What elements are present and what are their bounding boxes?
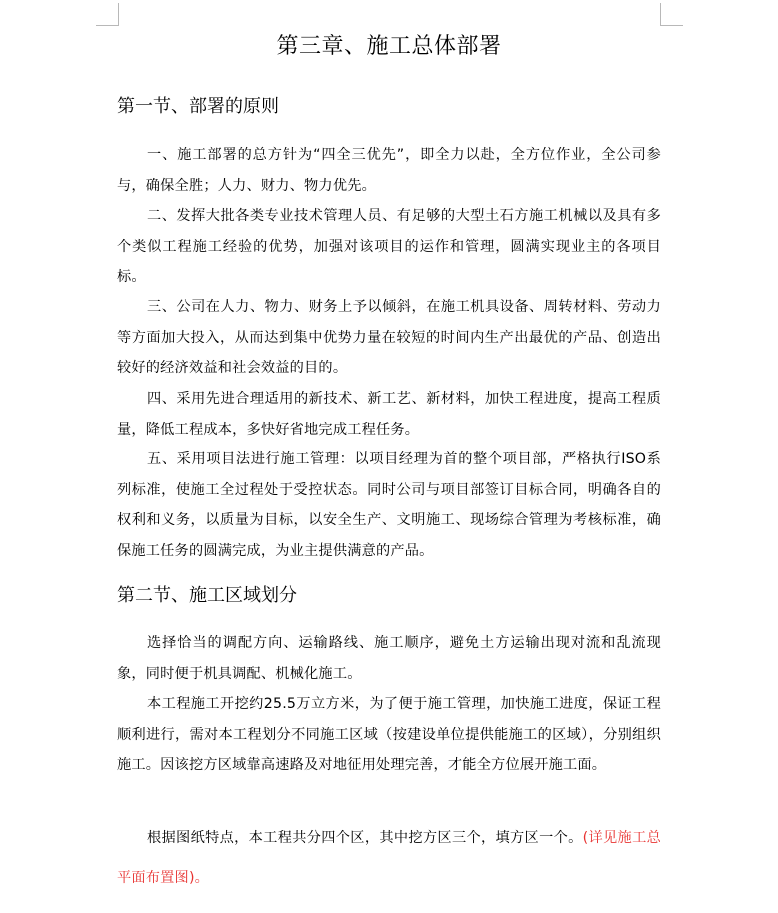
paragraph: 四、采用先进合理适用的新技术、新工艺、新材料，加快工程进度，提高工程质量，降低工程成本，多快好省地完成工程任务。: [117, 391, 661, 438]
figure-reference: (详见施工总平面布置图)。: [117, 830, 661, 886]
paragraph: 选择恰当的调配方向、运输路线、施工顺序，避免土方运输出现对流和乱流现象，同时便于机具调配、机械化施工。: [117, 635, 661, 682]
paragraph: 二、发挥大批各类专业技术管理人员、有足够的大型土石方施工机械以及具有多个类似工程施工经验的优势，加强对该项目的运作和管理，圆满实现业主的各项目标。: [117, 208, 661, 286]
paragraph-with-reference: [117, 818, 661, 898]
top-left-crop-mark: [96, 3, 119, 26]
paragraph-text: 根据图纸特点，本工程共分四个区，其中挖方区三个，填方区一个。: [147, 830, 583, 846]
section-title-2: 第二节、施工区域划分: [117, 585, 297, 606]
paragraph: 五、采用项目法进行施工管理：以项目经理为首的整个项目部，严格执行ISO系列标准，使施工全过程处于受控状态。同时公司与项目部签订目标合同，明确各自的权利和义务，以质量为目标，以安全生产、文明施工、现场综合管理为考核标准，确保施工任务的圆满完成，为业主提供满意的产品。: [117, 451, 661, 559]
top-right-crop-mark: [660, 3, 683, 26]
paragraph: 三、公司在人力、物力、财务上予以倾斜，在施工机具设备、周转材料、劳动力等方面加大投入，从而达到集中优势力量在较短的时间内生产出最优的产品、创造出较好的经济效益和社会效益的目的。: [117, 299, 661, 377]
section-title-1: 第一节、部署的原则: [117, 96, 279, 117]
paragraph: 本工程施工开挖约25.5万立方米，为了便于施工管理，加快施工进度，保证工程顺利进行，需对本工程划分不同施工区域（按建设单位提供能施工的区域），分别组织施工。因该挖方区域靠高速路及对地征用处理完善，才能全方位展开施工面。: [117, 696, 661, 774]
paragraph: 一、施工部署的总方针为“四全三优先”，即全力以赴，全方位作业，全公司参与，确保全胜；人力、财力、物力优先。: [117, 147, 661, 194]
chapter-title: 第三章、施工总体部署: [276, 34, 502, 59]
